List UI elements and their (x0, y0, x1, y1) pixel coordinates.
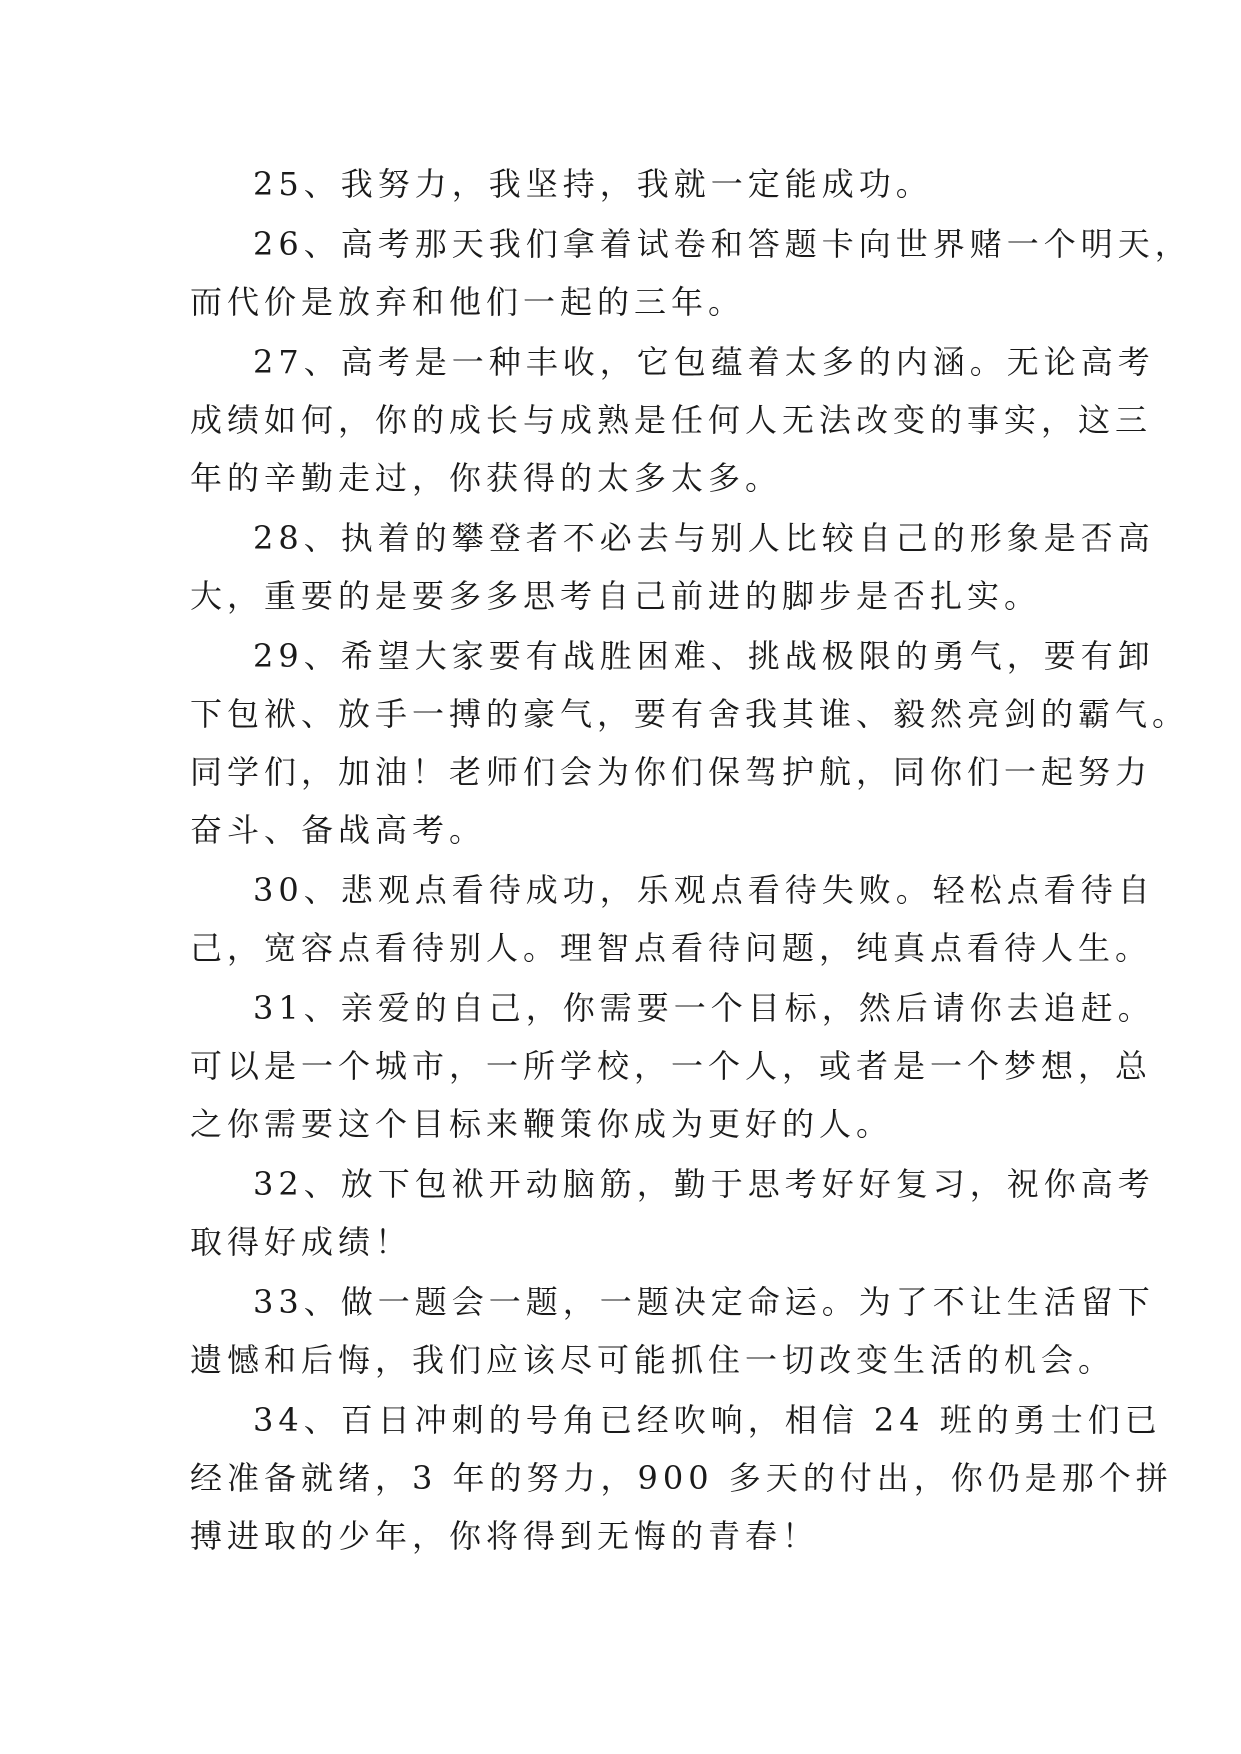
paragraph-29-line-1: 29、希望大家要有战胜困难、挑战极限的勇气，要有卸 (253, 637, 1155, 675)
paragraph-31-line-2: 可以是一个城市，一所学校，一个人，或者是一个梦想，总 (190, 1047, 1153, 1085)
paragraph-34-line-3: 搏进取的少年，你将得到无悔的青春！ (190, 1517, 820, 1555)
paragraph-31-line-1: 31、亲爱的自己，你需要一个目标，然后请你去追赶。 (253, 989, 1155, 1027)
paragraph-26-line-2: 而代价是放弃和他们一起的三年。 (190, 283, 746, 321)
paragraph-33-line-2: 遗憾和后悔，我们应该尽可能抓住一切改变生活的机会。 (190, 1341, 1116, 1379)
paragraph-27-line-2: 成绩如何，你的成长与成熟是任何人无法改变的事实，这三 (190, 401, 1153, 439)
paragraph-32-line-1: 32、放下包袱开动脑筋，勤于思考好好复习，祝你高考 (253, 1165, 1155, 1203)
paragraph-27-line-3: 年的辛勤走过，你获得的太多太多。 (190, 459, 783, 497)
paragraph-25-line-1: 25、我努力，我坚持，我就一定能成功。 (253, 165, 933, 203)
paragraph-32-line-2: 取得好成绩！ (190, 1223, 413, 1261)
paragraph-26-line-1: 26、高考那天我们拿着试卷和答题卡向世界赌一个明天， (253, 225, 1192, 263)
paragraph-34-line-1: 34、百日冲刺的号角已经吹响，相信 24 班的勇士们已 (253, 1401, 1162, 1439)
paragraph-27-line-1: 27、高考是一种丰收，它包蕴着太多的内涵。无论高考 (253, 343, 1155, 381)
paragraph-28-line-1: 28、执着的攀登者不必去与别人比较自己的形象是否高 (253, 519, 1155, 557)
paragraph-33-line-1: 33、做一题会一题，一题决定命运。为了不让生活留下 (253, 1283, 1155, 1321)
paragraph-29-line-4: 奋斗、备战高考。 (190, 811, 487, 849)
paragraph-29-line-2: 下包袱、放手一搏的豪气，要有舍我其谁、毅然亮剑的霸气。 (190, 695, 1190, 733)
paragraph-34-line-2: 经准备就绪，3 年的努力，900 多天的付出，你仍是那个拼 (190, 1459, 1173, 1497)
paragraph-30-line-1: 30、悲观点看待成功，乐观点看待失败。轻松点看待自 (253, 871, 1155, 909)
paragraph-28-line-2: 大，重要的是要多多思考自己前进的脚步是否扎实。 (190, 577, 1042, 615)
paragraph-30-line-2: 己，宽容点看待别人。理智点看待问题，纯真点看待人生。 (190, 929, 1153, 967)
paragraph-29-line-3: 同学们，加油！老师们会为你们保驾护航，同你们一起努力 (190, 753, 1153, 791)
paragraph-31-line-3: 之你需要这个目标来鞭策你成为更好的人。 (190, 1105, 894, 1143)
